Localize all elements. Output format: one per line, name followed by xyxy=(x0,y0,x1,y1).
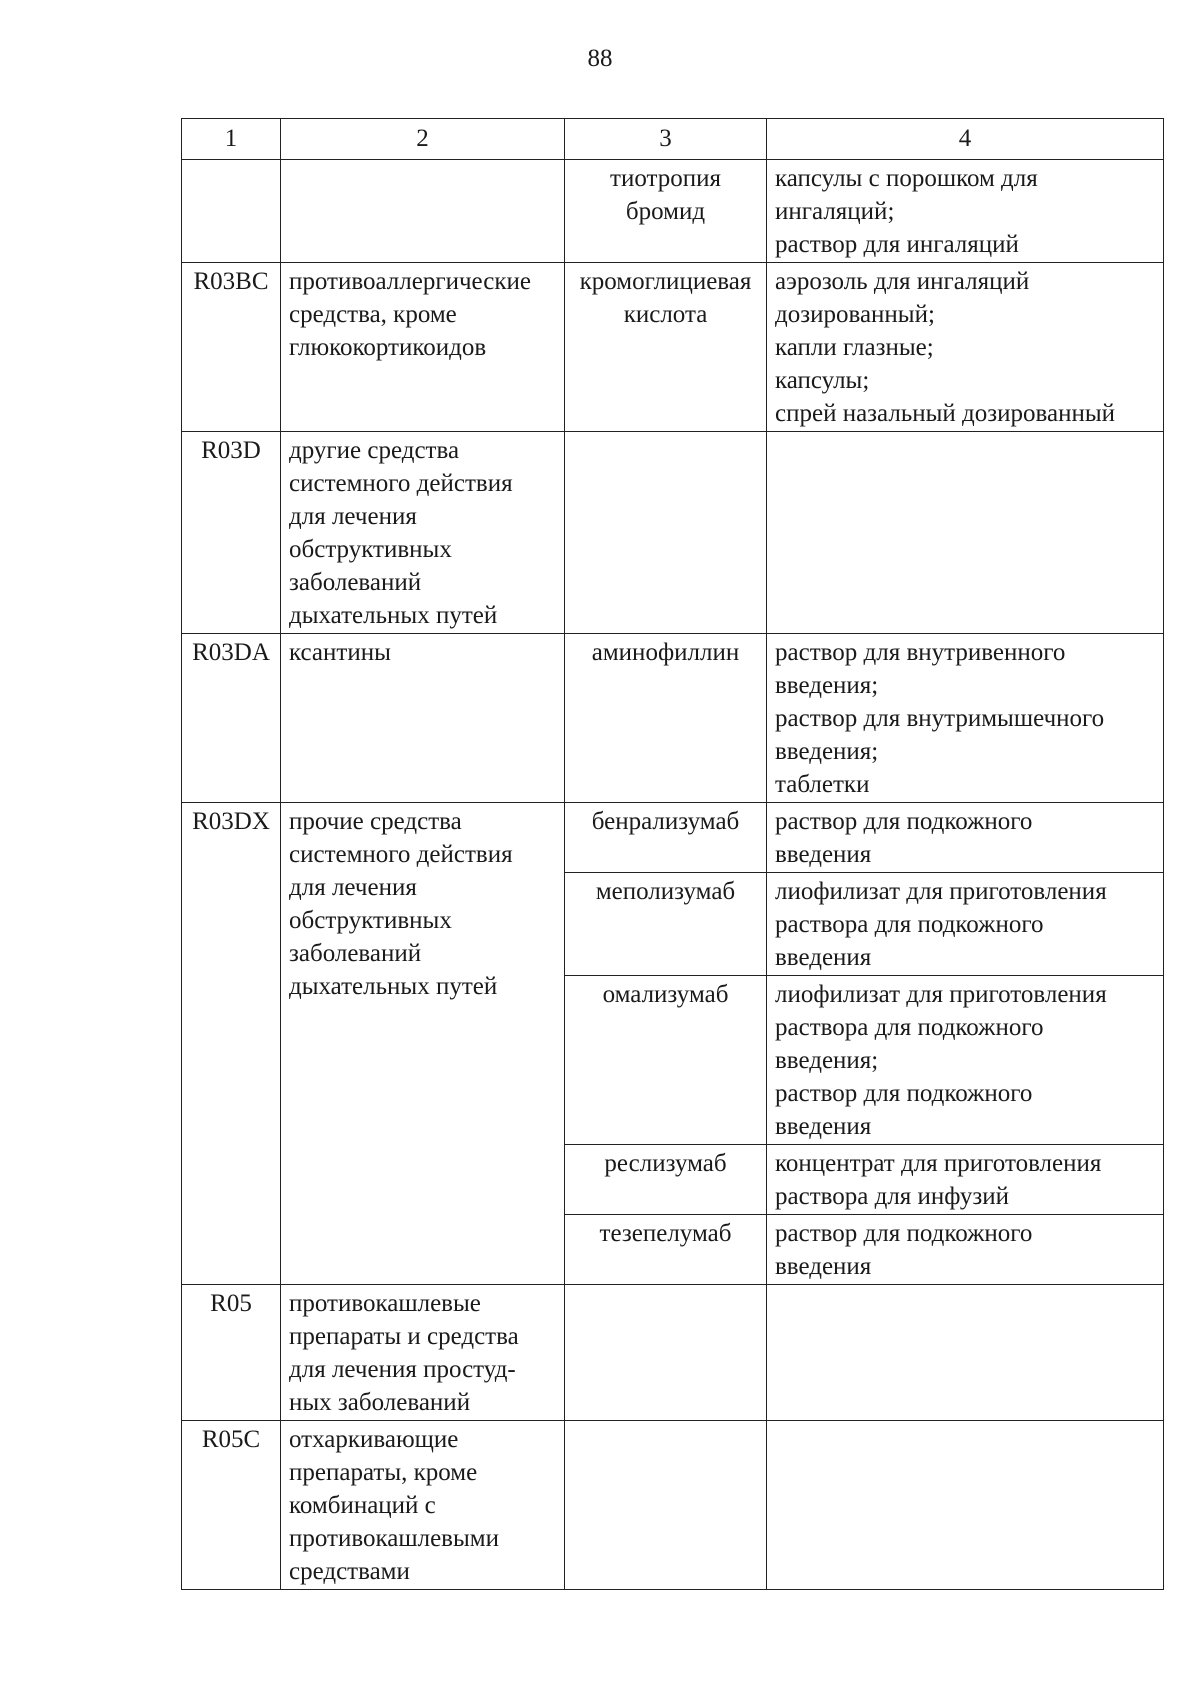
dosage-forms-cell xyxy=(767,1215,1164,1285)
group-name-cell xyxy=(281,263,565,432)
atc-code-cell xyxy=(182,160,281,263)
dosage-forms-cell xyxy=(767,263,1164,432)
dosage-forms-cell-line: лиофилизат для приготовления xyxy=(775,981,1107,1008)
drug-name-cell xyxy=(565,1285,767,1421)
atc-code-cell-line: R03BC xyxy=(193,268,269,295)
drug-name-cell xyxy=(565,263,767,432)
dosage-forms-cell-line: введения; xyxy=(775,1047,879,1074)
group-name-cell-line: глюкокортикоидов xyxy=(289,334,487,361)
group-name-cell xyxy=(281,160,565,263)
group-name-cell xyxy=(281,1285,565,1421)
dosage-forms-cell-line: введения xyxy=(775,841,872,868)
dosage-forms-cell-line: раствор для подкожного xyxy=(775,1220,1033,1247)
page-number: 88 xyxy=(587,45,613,72)
header-col-1: 1 xyxy=(182,119,281,160)
atc-code-cell-line: R05C xyxy=(201,1426,261,1453)
group-name-cell xyxy=(281,1421,565,1590)
group-name-cell-line: противокашлевые xyxy=(289,1290,481,1317)
dosage-forms-cell-line: введения; xyxy=(775,672,879,699)
dosage-forms-cell xyxy=(767,432,1164,634)
group-name-cell-line: противоаллергические xyxy=(289,268,531,295)
group-name-cell xyxy=(281,803,565,1285)
group-name-cell-line: отхаркивающие xyxy=(289,1426,459,1453)
drug-name-cell xyxy=(565,803,767,873)
dosage-forms-cell-line: раствор для подкожного xyxy=(775,808,1033,835)
drug-name-cell xyxy=(565,873,767,976)
group-name-cell-line: для лечения xyxy=(289,503,417,530)
drug-name-cell-line: тиотропия xyxy=(610,165,721,192)
dosage-forms-cell-line: ингаляций; xyxy=(775,198,895,225)
atc-code-cell-line: R03DA xyxy=(192,639,270,666)
drug-name-cell xyxy=(565,1421,767,1590)
drug-name-cell xyxy=(565,1215,767,1285)
table-row xyxy=(182,1421,1164,1590)
drug-name-cell-line: кислота xyxy=(623,301,708,328)
dosage-forms-cell-line: введения; xyxy=(775,738,879,765)
dosage-forms-cell xyxy=(767,873,1164,976)
group-name-cell-line: препараты, кроме xyxy=(289,1459,478,1486)
group-name-cell-line: прочие средства xyxy=(289,808,462,835)
group-name-cell-line: для лечения простуд- xyxy=(289,1356,516,1383)
drug-name-cell-line: тезепелумаб xyxy=(599,1220,732,1247)
header-col-2: 2 xyxy=(281,119,565,160)
dosage-forms-cell-line: раствор для внутримышечного xyxy=(775,705,1105,732)
group-name-cell xyxy=(281,432,565,634)
dosage-forms-cell-line: капсулы; xyxy=(775,367,870,394)
dosage-forms-cell-line: введения xyxy=(775,1253,872,1280)
atc-code-cell xyxy=(182,1421,281,1590)
group-name-cell-line: другие средства xyxy=(289,437,460,464)
atc-code-cell xyxy=(182,1285,281,1421)
drug-name-cell xyxy=(565,634,767,803)
group-name-cell-line: системного действия xyxy=(289,841,513,868)
dosage-forms-cell-line: введения xyxy=(775,944,872,971)
table-row xyxy=(182,432,1164,634)
table-row xyxy=(182,803,1164,873)
drug-name-cell-line: аминофиллин xyxy=(591,639,740,666)
group-name-cell xyxy=(281,634,565,803)
group-name-cell-line: препараты и средства xyxy=(289,1323,519,1350)
dosage-forms-cell-line: капли глазные; xyxy=(775,334,934,361)
dosage-forms-cell xyxy=(767,1421,1164,1590)
group-name-cell-line: обструктивных xyxy=(289,536,452,563)
dosage-forms-cell-line: лиофилизат для приготовления xyxy=(775,878,1107,905)
drug-name-cell xyxy=(565,432,767,634)
drug-name-cell-line: реслизумаб xyxy=(604,1150,727,1177)
table-row xyxy=(182,263,1164,432)
header-col-3: 3 xyxy=(565,119,767,160)
group-name-cell-line: системного действия xyxy=(289,470,513,497)
group-name-cell-line: средства, кроме xyxy=(289,301,457,328)
dosage-forms-cell-line: раствор для внутривенного xyxy=(775,639,1066,666)
header-row xyxy=(182,119,1164,160)
group-name-cell-line: для лечения xyxy=(289,874,417,901)
dosage-forms-cell-line: таблетки xyxy=(775,771,870,798)
drug-name-cell-line: кромоглициевая xyxy=(579,268,752,295)
drug-name-cell-line: омализумаб xyxy=(602,981,729,1008)
header-col-4: 4 xyxy=(767,119,1164,160)
drug-name-cell-line: бромид xyxy=(625,198,706,225)
group-name-cell-line: обструктивных xyxy=(289,907,452,934)
atc-code-cell-line: R03DX xyxy=(192,808,270,835)
atc-code-cell xyxy=(182,803,281,1285)
dosage-forms-cell-line: раствора для подкожного xyxy=(775,1014,1044,1041)
atc-code-cell xyxy=(182,263,281,432)
dosage-forms-cell-line: спрей назальный дозированный xyxy=(775,400,1116,427)
group-name-cell-line: дыхательных путей xyxy=(289,973,498,1000)
dosage-forms-cell-line: капсулы с порошком для xyxy=(775,165,1038,192)
table-row xyxy=(182,634,1164,803)
dosage-forms-cell-line: аэрозоль для ингаляций xyxy=(775,268,1030,295)
group-name-cell-line: заболеваний xyxy=(289,569,422,596)
dosage-forms-cell xyxy=(767,634,1164,803)
dosage-forms-cell-line: раствор для подкожного xyxy=(775,1080,1033,1107)
dosage-forms-cell xyxy=(767,1145,1164,1215)
atc-code-cell xyxy=(182,432,281,634)
group-name-cell-line: дыхательных путей xyxy=(289,602,498,629)
group-name-cell-line: противокашлевыми xyxy=(289,1525,499,1552)
drug-name-cell-line: бенрализумаб xyxy=(591,808,740,835)
dosage-forms-cell-line: раствора для инфузий xyxy=(775,1183,1010,1210)
atc-code-cell-line: R05 xyxy=(210,1290,252,1317)
dosage-forms-cell-line: раствора для подкожного xyxy=(775,911,1044,938)
dosage-forms-cell xyxy=(767,803,1164,873)
drug-name-cell-line: меполизумаб xyxy=(595,878,736,905)
group-name-cell-line: комбинаций с xyxy=(289,1492,436,1519)
dosage-forms-cell xyxy=(767,160,1164,263)
medication-table xyxy=(181,118,1164,1590)
dosage-forms-cell xyxy=(767,976,1164,1145)
drug-name-cell xyxy=(565,160,767,263)
dosage-forms-cell-line: концентрат для приготовления xyxy=(775,1150,1102,1177)
drug-name-cell xyxy=(565,976,767,1145)
table-row xyxy=(182,160,1164,263)
dosage-forms-cell-line: дозированный; xyxy=(775,301,935,328)
group-name-cell-line: средствами xyxy=(289,1558,410,1585)
group-name-cell-line: ксантины xyxy=(289,639,391,666)
group-name-cell-line: заболеваний xyxy=(289,940,422,967)
dosage-forms-cell-line: раствор для ингаляций xyxy=(775,231,1019,258)
atc-code-cell-line: R03D xyxy=(201,437,261,464)
table-row xyxy=(182,1285,1164,1421)
dosage-forms-cell xyxy=(767,1285,1164,1421)
atc-code-cell xyxy=(182,634,281,803)
group-name-cell-line: ных заболеваний xyxy=(289,1389,471,1416)
drug-name-cell xyxy=(565,1145,767,1215)
dosage-forms-cell-line: введения xyxy=(775,1113,872,1140)
